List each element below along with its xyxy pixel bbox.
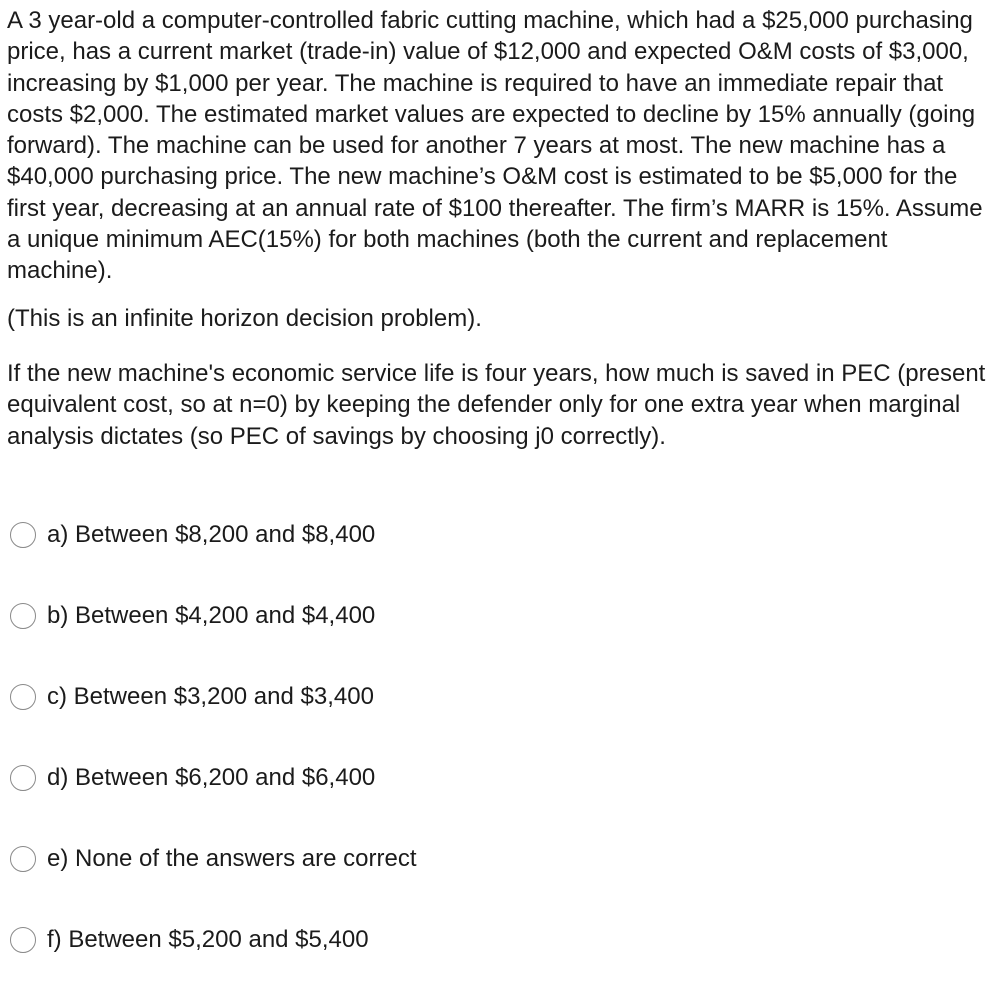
question-prompt: If the new machine's economic service life is four years, how much is saved in PEC (present equivalent cost, so at n=0) by keeping the defender only for one extra year when marginal analysis dictates (so PEC of savings by choosing j0 correctly).	[7, 359, 986, 450]
question-note: (This is an infinite horizon decision problem).	[7, 304, 482, 332]
radio-button-f[interactable]	[10, 927, 36, 953]
option-d[interactable]	[10, 758, 710, 798]
question-text	[7, 5, 992, 452]
option-b[interactable]	[10, 596, 710, 636]
option-d-label: d) Between $6,200 and $6,400	[47, 764, 376, 791]
option-a[interactable]	[10, 515, 710, 555]
radio-button-a[interactable]	[10, 522, 36, 548]
option-e[interactable]	[10, 839, 710, 879]
answer-options	[10, 515, 710, 1001]
option-c-label: c) Between $3,200 and $3,400	[47, 683, 374, 710]
radio-button-d[interactable]	[10, 765, 36, 791]
radio-button-b[interactable]	[10, 603, 36, 629]
radio-button-e[interactable]	[10, 846, 36, 872]
option-f[interactable]	[10, 920, 710, 960]
option-c[interactable]	[10, 677, 710, 717]
question-intro: A 3 year-old a computer-controlled fabric cutting machine, which had a $25,000 purchasing price, has a current market (trade-in) value of $12,000 and expected O&M costs of $3,000, increasing by $1,000 per year. The machine is required to have an immediate repair that costs $2,000. The estimated market values are expected to decline by 15% annually (going forward). The machine can be used for another 7 years at most. The new machine has a $40,000 purchasing price. The new machine’s O&M cost is estimated to be $5,000 for the first year, decreasing at an annual rate of $100 thereafter. The firm’s MARR is 15%. Assume a unique minimum AEC(15%) for both machines (both the current and replacement machine).	[7, 7, 983, 285]
option-e-label: e) None of the answers are correct	[47, 845, 417, 872]
radio-button-c[interactable]	[10, 684, 36, 710]
option-b-label: b) Between $4,200 and $4,400	[47, 602, 376, 629]
option-f-label: f) Between $5,200 and $5,400	[47, 926, 369, 953]
option-a-label: a) Between $8,200 and $8,400	[47, 521, 376, 548]
